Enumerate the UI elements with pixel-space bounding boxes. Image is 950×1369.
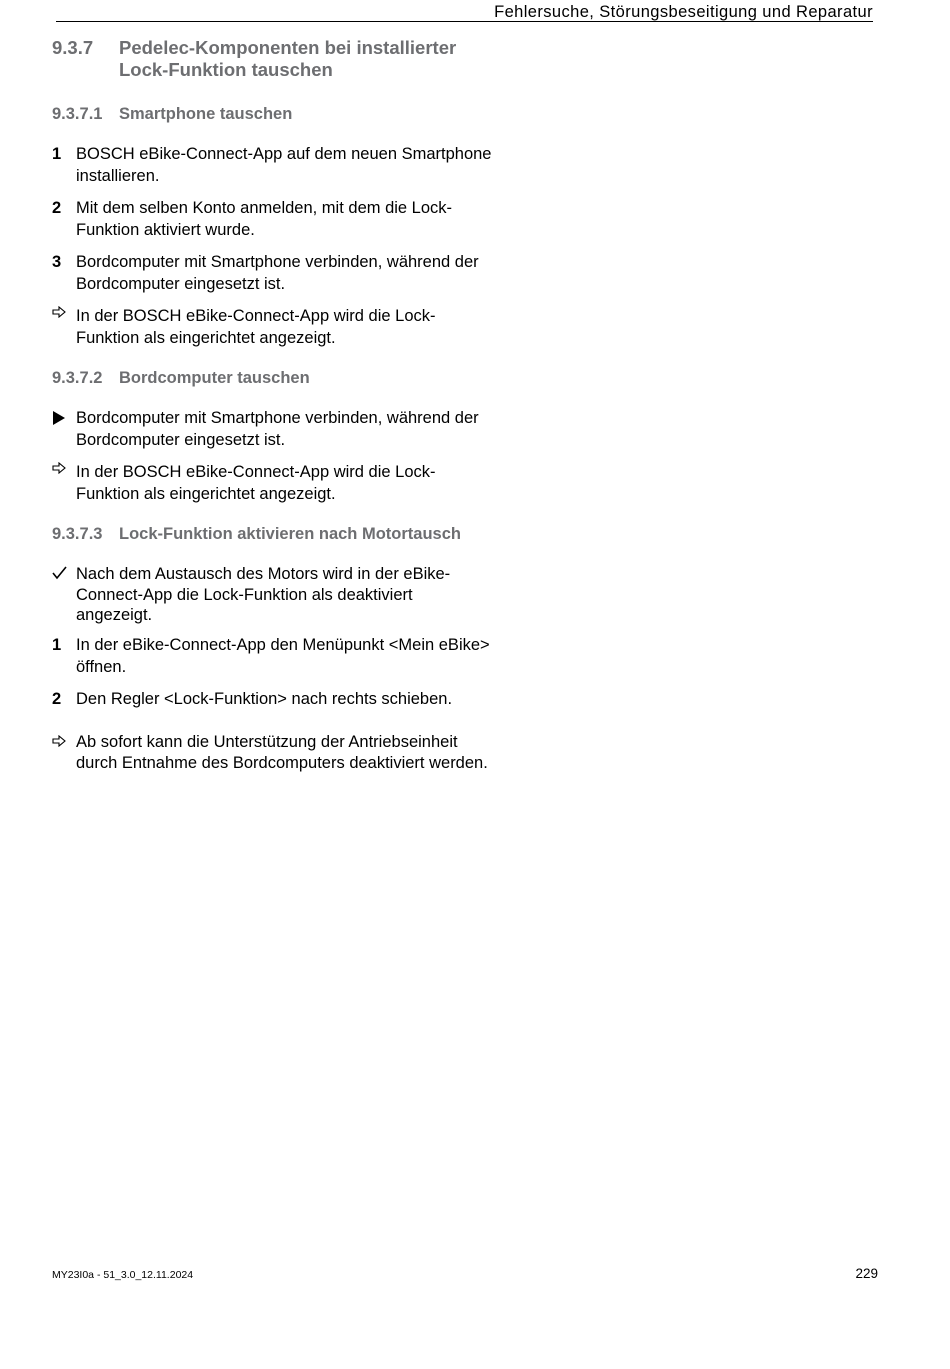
list-item-text: In der BOSCH eBike-Connect-App wird die Lock-Funktion als eingerichtet angezeigt.: [76, 307, 436, 347]
list-item-text: Ab sofort kann die Unterstützung der Antriebseinheit durch Entnahme des Bordcomputers deaktiviert werden.: [76, 733, 488, 772]
step-number: 1: [52, 636, 62, 654]
list-item-text: Bordcomputer mit Smartphone verbinden, während der Bordcomputer eingesetzt ist.: [76, 409, 479, 449]
list-item: [52, 144, 492, 187]
subsection-number: 9.3.7.1: [52, 105, 103, 123]
subsection-title: Bordcomputer tauschen: [119, 369, 310, 387]
list-item: [52, 635, 492, 678]
result-arrow-icon: [52, 462, 76, 505]
step-number: 3: [52, 253, 62, 271]
list-item: [52, 252, 492, 295]
list-item: [52, 732, 492, 773]
check-icon: [52, 564, 76, 626]
section-number: 9.3.7: [52, 37, 94, 58]
subsection-number: 9.3.7.2: [52, 369, 103, 387]
subsection-heading: [52, 104, 292, 124]
section-title: Pedelec-Komponenten bei installierter Lock-Funktion tauschen: [119, 37, 457, 80]
subsection-title: Lock-Funktion aktivieren nach Motortausch: [119, 525, 461, 543]
result-arrow-icon: [52, 732, 76, 773]
list-item: [52, 689, 492, 711]
result-arrow-icon: [52, 306, 76, 349]
step-number: 2: [52, 690, 62, 708]
running-header: Fehlersuche, Störungsbeseitigung und Reparatur: [494, 3, 873, 21]
list-item: [52, 462, 492, 505]
list-item-text: Bordcomputer mit Smartphone verbinden, während der Bordcomputer eingesetzt ist.: [76, 253, 479, 293]
step-number: 2: [52, 199, 62, 217]
step-number: 1: [52, 145, 62, 163]
list-item: [52, 408, 492, 451]
list-item: [52, 198, 492, 241]
subsection-heading: [52, 368, 310, 388]
section-heading: [52, 37, 479, 81]
list-item: [52, 306, 492, 349]
page-number: 229: [855, 1266, 878, 1281]
list-item-text: In der eBike-Connect-App den Menüpunkt <Mein eBike> öffnen.: [76, 636, 490, 676]
list-item: [52, 564, 492, 626]
list-item-text: In der BOSCH eBike-Connect-App wird die Lock-Funktion als eingerichtet angezeigt.: [76, 463, 436, 503]
action-triangle-icon: [52, 408, 76, 451]
subsection-heading: [52, 524, 461, 544]
list-item-text: Mit dem selben Konto anmelden, mit dem die Lock-Funktion aktiviert wurde.: [76, 199, 453, 239]
list-item-text: Den Regler <Lock-Funktion> nach rechts schieben.: [76, 690, 453, 708]
document-id: MY23I0a - 51_3.0_12.11.2024: [52, 1269, 194, 1281]
list-item-text: Nach dem Austausch des Motors wird in der eBike-Connect-App die Lock-Funktion als deaktiviert angezeigt.: [76, 565, 451, 624]
subsection-number: 9.3.7.3: [52, 525, 103, 543]
list-item-text: BOSCH eBike-Connect-App auf dem neuen Smartphone installieren.: [76, 145, 492, 185]
subsection-title: Smartphone tauschen: [119, 105, 293, 123]
